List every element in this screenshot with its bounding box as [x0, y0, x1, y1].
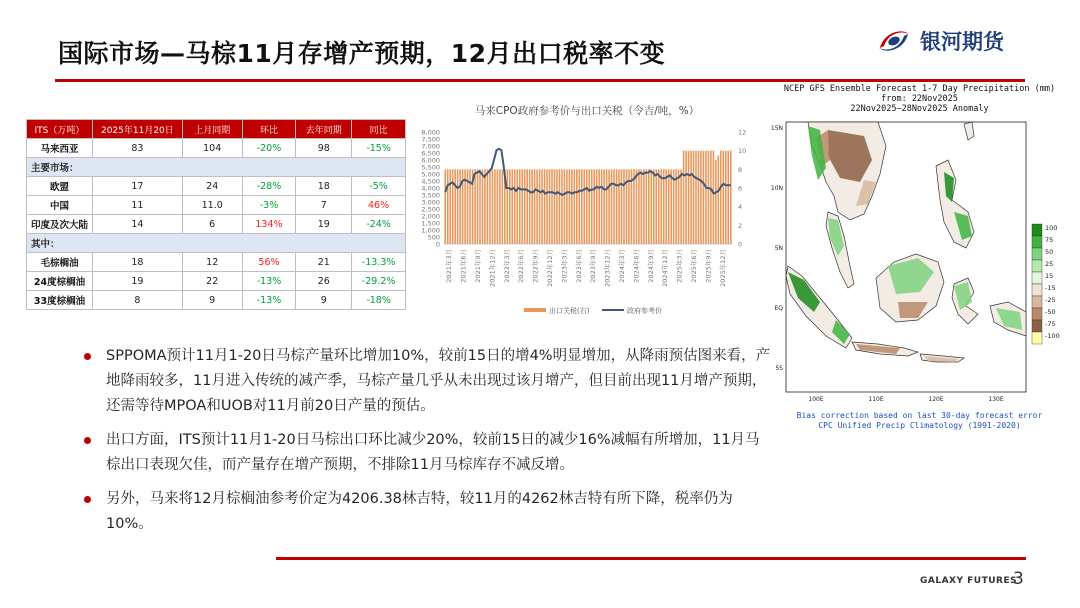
tariff-bar	[616, 169, 618, 244]
table-row	[27, 215, 406, 234]
tariff-bar	[469, 169, 471, 244]
legend-label: -75	[1045, 320, 1056, 328]
tariff-bar	[713, 151, 715, 244]
y-left-tick-label: 1,000	[421, 226, 440, 235]
tariff-bar	[497, 169, 499, 244]
tariff-bar	[487, 169, 489, 244]
cell-cur: 19	[92, 272, 182, 291]
footer-brand: GALAXY FUTURES	[920, 576, 1018, 586]
legend-swatch	[1032, 332, 1042, 344]
map-figure	[768, 116, 1071, 406]
legend-label: -100	[1045, 332, 1060, 340]
tariff-bar	[715, 160, 717, 244]
tariff-bar	[489, 169, 491, 244]
tariff-bar	[574, 169, 576, 244]
tariff-bar	[606, 169, 608, 244]
table-header-cell: 去年同期	[296, 120, 352, 139]
tariff-bar	[544, 169, 546, 244]
x-tick-label: 2025年9月	[704, 249, 713, 283]
legend-label: 15	[1045, 272, 1054, 280]
bullet-text: 另外，马来将12月棕榈油参考价定为4206.38林吉特，较11月的4262林吉特有所下降，税率仍为10%。	[106, 491, 733, 532]
legend-label: 25	[1045, 260, 1054, 268]
tariff-bar	[636, 169, 638, 244]
cell-name: 毛棕榈油	[27, 253, 93, 272]
y-left-tick-label: 8,000	[421, 128, 440, 137]
tariff-bar	[583, 169, 585, 244]
cell-mom: -13%	[242, 291, 296, 310]
tariff-bar	[474, 169, 476, 244]
y-right-tick-label: 0	[738, 240, 743, 249]
tariff-bar	[449, 169, 451, 244]
y-left-tick-label: 4,000	[421, 184, 440, 193]
tariff-bar	[559, 169, 561, 244]
precip-anomaly-map	[768, 84, 1071, 438]
table-row	[27, 196, 406, 215]
tariff-bar	[529, 169, 531, 244]
tariff-bar	[655, 169, 657, 244]
tariff-bar	[695, 151, 697, 244]
legend-label: 50	[1045, 248, 1054, 256]
tariff-bar	[459, 169, 461, 244]
tariff-bar	[586, 169, 588, 244]
cell-mom: 56%	[242, 253, 296, 272]
y-left-tick-label: 1,500	[421, 219, 440, 228]
footer-divider	[276, 557, 1026, 560]
y-left-tick-label: 2,000	[421, 212, 440, 221]
y-left-tick-label: 500	[427, 233, 440, 242]
list-item	[84, 428, 774, 478]
cell-prev-year: 26	[296, 272, 352, 291]
x-tick-label: 2024年6月	[632, 249, 641, 283]
legend-swatch	[1032, 320, 1042, 332]
cell-prev-year: 98	[296, 139, 352, 158]
cell-name: 中国	[27, 196, 93, 215]
y-right-tick-label: 2	[738, 221, 743, 230]
table-header-row	[27, 120, 406, 139]
tariff-bar	[571, 169, 573, 244]
tariff-bar	[673, 169, 675, 244]
tariff-bar	[457, 169, 459, 244]
cell-mom: -20%	[242, 139, 296, 158]
legend-label: 75	[1045, 236, 1054, 244]
tariff-bar	[725, 151, 727, 244]
tariff-bar	[690, 151, 692, 244]
tariff-bar	[685, 151, 687, 244]
y-left-tick-label: 2,500	[421, 205, 440, 214]
tariff-bar	[705, 151, 707, 244]
x-tick-label: 2023年3月	[560, 249, 569, 283]
cell-name: 欧盟	[27, 177, 93, 196]
cell-yoy: -24%	[352, 215, 406, 234]
cell-name: 24度棕榈油	[27, 272, 93, 291]
tariff-bar	[720, 151, 722, 244]
chart-svg	[412, 92, 762, 324]
tariff-bar	[727, 151, 729, 244]
section-label: 主要市场：	[27, 158, 406, 177]
tariff-bar	[509, 169, 511, 244]
legend-swatch	[1032, 272, 1042, 284]
latitude-label: 5S	[775, 365, 783, 372]
longitude-label: 100E	[808, 396, 824, 403]
tariff-bar	[484, 169, 486, 244]
tariff-bar	[638, 169, 640, 244]
tariff-bar	[519, 169, 521, 244]
x-tick-label: 2022年9月	[531, 249, 540, 283]
legend-swatch	[1032, 260, 1042, 272]
tariff-bar	[680, 169, 682, 244]
longitude-label: 110E	[868, 396, 884, 403]
bullet-text: SPPOMA预计11月1-20日马棕产量环比增加10%，较前15日的增4%明显增加，从降雨预估图来看，产地降雨较多，11月进入传统的减产季，马棕产量几乎从未出现过该月增产，但目前出现11月增产预期，还需等待MPOA和UOB对11月前20日产量的预估。	[106, 348, 771, 414]
cell-prev-month: 104	[182, 139, 242, 158]
tariff-bar	[531, 169, 533, 244]
tariff-bar	[569, 169, 571, 244]
section-label: 其中：	[27, 234, 406, 253]
tariff-bar	[613, 169, 615, 244]
y-left-tick-label: 3,500	[421, 191, 440, 200]
legend-label: -15	[1045, 284, 1056, 292]
x-tick-label: 2021年9月	[474, 249, 482, 283]
legend-swatch-bar	[524, 308, 546, 312]
cell-name: 印度及次大陆	[27, 215, 93, 234]
tariff-bar	[479, 169, 481, 244]
cell-cur: 11	[92, 196, 182, 215]
y-right-tick-label: 6	[738, 184, 743, 193]
tariff-bar	[710, 151, 712, 244]
tariff-bar	[668, 169, 670, 244]
cell-prev-month: 24	[182, 177, 242, 196]
table-section-row	[27, 158, 406, 177]
cell-prev-month: 11.0	[182, 196, 242, 215]
map-footnote	[768, 411, 1071, 431]
tariff-bar	[665, 169, 667, 244]
table-row	[27, 177, 406, 196]
tariff-bar	[593, 169, 595, 244]
tariff-bar	[663, 169, 665, 244]
legend-label: 出口关税(右)	[549, 307, 590, 315]
y-left-tick-label: 0	[435, 240, 440, 249]
legend-label: 100	[1045, 224, 1058, 232]
tariff-bar	[554, 169, 556, 244]
map-title-line: NCEP GFS Ensemble Forecast 1-7 Day Precipitation (mm)	[783, 84, 1056, 94]
x-tick-label: 2023年6月	[574, 249, 583, 283]
cell-prev-year: 18	[296, 177, 352, 196]
tariff-bar	[653, 169, 655, 244]
cell-yoy: -29.2%	[352, 272, 406, 291]
y-right-tick-label: 10	[738, 147, 747, 156]
cell-cur: 14	[92, 215, 182, 234]
tariff-bar	[623, 169, 625, 244]
x-tick-label: 2021年12月	[488, 249, 497, 287]
tariff-bar	[598, 169, 600, 244]
longitude-label: 120E	[928, 396, 944, 403]
cell-yoy: -13.3%	[352, 253, 406, 272]
tariff-bar	[596, 169, 598, 244]
table-row	[27, 291, 406, 310]
page-title: 国际市场—马棕11月存增产预期，12月出口税率不变	[58, 39, 666, 68]
tariff-bar	[576, 169, 578, 244]
tariff-bar	[561, 169, 563, 244]
map-footnote-line: CPC Unified Precip Climatology (1991-2020)	[818, 421, 1021, 430]
cell-yoy: -18%	[352, 291, 406, 310]
tariff-bar	[730, 151, 732, 244]
tariff-bar	[477, 169, 479, 244]
latitude-label: 10N	[770, 185, 783, 192]
bullet-dot-icon	[84, 496, 91, 503]
tariff-bar	[670, 169, 672, 244]
x-tick-label: 2021年3月	[445, 249, 454, 283]
its-export-table	[26, 119, 406, 310]
cell-prev-month: 6	[182, 215, 242, 234]
table-header-cell: 上月同期	[182, 120, 242, 139]
tariff-bar	[507, 169, 509, 244]
tariff-bar	[546, 169, 548, 244]
tariff-bar	[447, 169, 449, 244]
latitude-label: EQ	[774, 305, 783, 312]
tariff-bar	[693, 151, 695, 244]
cell-prev-month: 22	[182, 272, 242, 291]
table-header-cell: 环比	[242, 120, 296, 139]
tariff-bar	[494, 169, 496, 244]
tariff-bar	[678, 169, 680, 244]
legend-label: -25	[1045, 296, 1056, 304]
x-tick-label: 2024年9月	[646, 248, 655, 283]
table-row	[27, 272, 406, 291]
cpo-reference-price-chart	[412, 92, 762, 324]
tariff-bar	[708, 151, 710, 244]
tariff-bar	[502, 169, 504, 244]
cell-cur: 83	[92, 139, 182, 158]
y-left-tick-label: 6,500	[421, 149, 440, 158]
map-footnote-line: Bias correction based on last 30-day forecast error	[796, 411, 1043, 420]
latitude-label: 15N	[770, 125, 783, 132]
tariff-bar	[675, 169, 677, 244]
tariff-bar	[541, 169, 543, 244]
company-logo	[876, 26, 1004, 56]
tariff-bar	[688, 151, 690, 244]
list-item	[84, 487, 774, 537]
tariff-bar	[621, 169, 623, 244]
cell-prev-year: 7	[296, 196, 352, 215]
tariff-bar	[643, 169, 645, 244]
x-tick-label: 2025年3月	[675, 249, 684, 283]
tariff-bar	[511, 169, 513, 244]
tariff-bar	[603, 169, 605, 244]
tariff-bar	[452, 169, 454, 244]
y-left-tick-label: 6,000	[421, 156, 440, 165]
cell-prev-month: 12	[182, 253, 242, 272]
tariff-bar	[482, 169, 484, 244]
cell-name: 33度棕榈油	[27, 291, 93, 310]
legend-swatch	[1032, 308, 1042, 320]
x-tick-label: 2025年12月	[718, 249, 727, 287]
cell-mom: -28%	[242, 177, 296, 196]
tariff-bar	[564, 169, 566, 244]
table-header-cell: 同比	[352, 120, 406, 139]
legend-swatch	[1032, 296, 1042, 308]
legend-swatch	[1032, 284, 1042, 296]
tariff-bar	[534, 169, 536, 244]
x-tick-label: 2023年12月	[603, 249, 612, 287]
tariff-bar	[521, 169, 523, 244]
y-left-tick-label: 4,500	[421, 177, 440, 186]
page-number: 3	[1013, 569, 1024, 589]
tariff-bar	[648, 169, 650, 244]
legend-swatch	[1032, 224, 1042, 236]
x-tick-label: 2022年6月	[517, 249, 526, 283]
table-header-cell: 2025年11月20日	[92, 120, 182, 139]
cell-cur: 18	[92, 253, 182, 272]
tariff-bar	[703, 151, 705, 244]
cell-prev-month: 9	[182, 291, 242, 310]
map-title	[768, 84, 1071, 114]
x-tick-label: 2024年3月	[618, 249, 626, 283]
tariff-bar	[718, 155, 720, 244]
tariff-bar	[549, 169, 551, 244]
tariff-bar	[581, 169, 583, 244]
tariff-bar	[566, 169, 568, 244]
map-title-line: 22Nov2025—28Nov2025 Anomaly	[850, 104, 989, 114]
header-divider	[55, 79, 1025, 82]
x-tick-label: 2023年9月	[589, 249, 598, 283]
tariff-bar	[524, 169, 526, 244]
tariff-bar	[536, 169, 538, 244]
tariff-bar	[618, 169, 620, 244]
y-right-tick-label: 12	[738, 128, 747, 137]
logo-text: 银河期货	[920, 30, 1004, 54]
table-row	[27, 253, 406, 272]
y-left-tick-label: 7,500	[421, 135, 440, 144]
tariff-bar	[551, 169, 553, 244]
tariff-bar	[611, 169, 613, 244]
map-title-line: from: 22Nov2025	[881, 94, 958, 104]
bullet-text: 出口方面，ITS预计11月1-20日马棕出口环比减少20%，较前15日的减少16%减幅有所增加，11月马棕出口表现欠佳，而产量存在增产预期，不排除11月马棕库存不减反增。	[106, 432, 760, 473]
tariff-bar	[492, 169, 494, 244]
cell-yoy: -5%	[352, 177, 406, 196]
tariff-bar	[588, 169, 590, 244]
legend-label: -50	[1045, 308, 1056, 316]
tariff-bar	[516, 169, 518, 244]
cell-mom: -13%	[242, 272, 296, 291]
tariff-bar	[646, 169, 648, 244]
bullet-dot-icon	[84, 437, 91, 444]
cell-prev-year: 9	[296, 291, 352, 310]
cell-name: 马来西亚	[27, 139, 93, 158]
tariff-bar	[454, 169, 456, 244]
commentary-list	[84, 344, 774, 546]
cell-yoy: 46%	[352, 196, 406, 215]
chart-title: 马来CPO政府参考价与出口关税（令吉/吨，%）	[474, 105, 700, 117]
galaxy-logo-icon	[876, 26, 912, 56]
tariff-bar	[579, 169, 581, 244]
x-tick-label: 2024年12月	[661, 249, 670, 287]
y-left-tick-label: 3,000	[421, 198, 440, 207]
tariff-bar	[514, 169, 516, 244]
tariff-bar	[601, 169, 603, 244]
tariff-bar	[591, 169, 593, 244]
tariff-bar	[556, 169, 558, 244]
y-left-tick-label: 5,500	[421, 163, 440, 172]
tariff-bar	[723, 151, 725, 244]
tariff-bar	[608, 169, 610, 244]
tariff-bar	[660, 169, 662, 244]
x-tick-label: 2022年12月	[546, 249, 554, 287]
y-left-tick-label: 5,000	[421, 170, 440, 179]
cell-mom: 134%	[242, 215, 296, 234]
tariff-bar	[499, 169, 501, 244]
x-tick-label: 2025年6月	[690, 249, 698, 283]
tariff-bar	[683, 151, 685, 244]
tariff-bar	[658, 169, 660, 244]
tariff-bar	[526, 169, 528, 244]
y-left-tick-label: 7,000	[421, 142, 440, 151]
legend-swatch	[1032, 236, 1042, 248]
tariff-bar	[539, 169, 541, 244]
table-row	[27, 139, 406, 158]
tariff-bar	[444, 169, 446, 244]
x-tick-label: 2022年3月	[502, 249, 511, 283]
tariff-bar	[698, 151, 700, 244]
tariff-bar	[651, 169, 653, 244]
tariff-bar	[626, 169, 628, 244]
cell-prev-year: 19	[296, 215, 352, 234]
cell-cur: 8	[92, 291, 182, 310]
cell-yoy: -15%	[352, 139, 406, 158]
x-tick-label: 2021年6月	[459, 249, 468, 283]
legend-label: 政府参考价	[627, 307, 662, 315]
longitude-label: 130E	[988, 396, 1004, 403]
cell-prev-year: 21	[296, 253, 352, 272]
cell-mom: -3%	[242, 196, 296, 215]
legend-swatch	[1032, 248, 1042, 260]
tariff-bar	[641, 169, 643, 244]
y-right-tick-label: 4	[738, 203, 743, 212]
table-header-cell: ITS（万吨）	[27, 120, 93, 139]
bullet-dot-icon	[84, 353, 91, 360]
y-right-tick-label: 8	[738, 165, 743, 174]
cell-cur: 17	[92, 177, 182, 196]
latitude-label: 5N	[774, 245, 783, 252]
list-item	[84, 344, 774, 419]
tariff-bar	[700, 151, 702, 244]
table-section-row	[27, 234, 406, 253]
